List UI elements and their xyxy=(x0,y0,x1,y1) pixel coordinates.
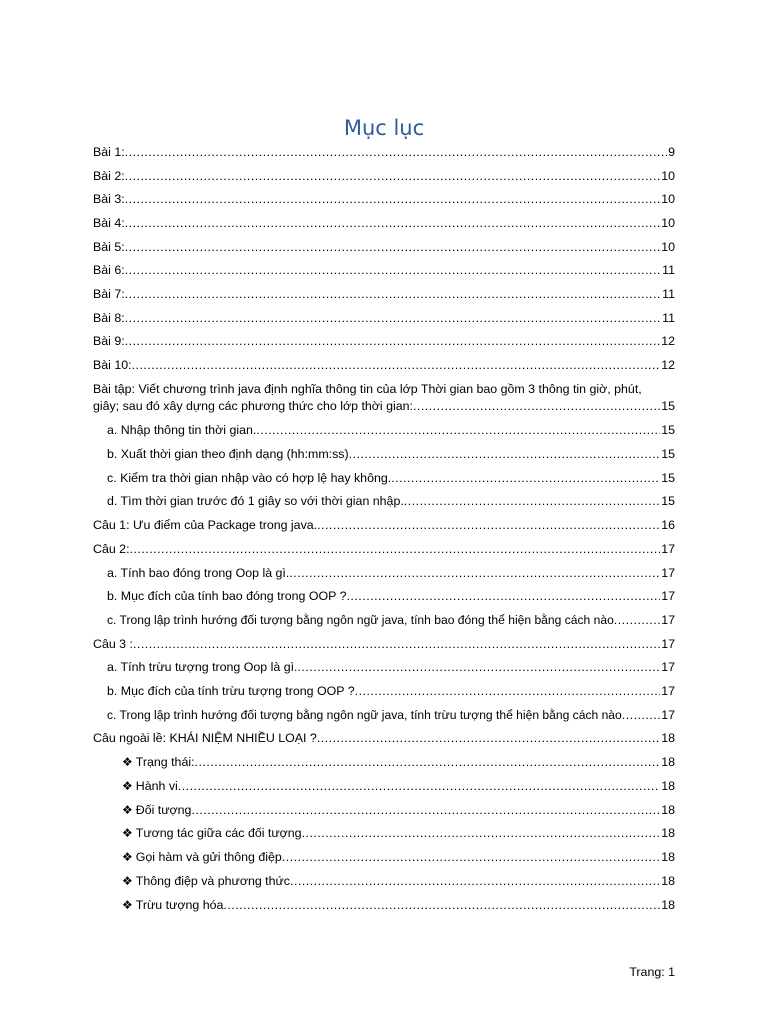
toc-entry-label: Bài 7: xyxy=(93,287,125,301)
toc-entry-label: Thông điệp và phương thức xyxy=(135,874,290,888)
dot-leader xyxy=(622,708,660,723)
dot-leader xyxy=(614,613,660,628)
dot-leader xyxy=(125,145,667,160)
toc-entry-page: 15 xyxy=(661,471,675,485)
toc-entry-bai-8[interactable] xyxy=(93,311,675,326)
toc-entry-label: Câu 3 : xyxy=(93,637,133,651)
dot-leader xyxy=(256,423,660,438)
toc-entry-cau-2-c[interactable] xyxy=(107,613,675,628)
toc-entry-page: 11 xyxy=(662,287,675,301)
toc-entry-page: 18 xyxy=(661,779,675,793)
toc-entry-page: 18 xyxy=(661,803,675,817)
toc-entry-label: a. Tính bao đóng trong Oop là gì. xyxy=(107,566,290,580)
toc-entry-label: Tương tác giữa các đối tượng xyxy=(135,826,302,840)
toc-entry-page: 10 xyxy=(661,192,675,206)
toc-entry-label: Câu 1: Ưu điểm của Package trong java. xyxy=(93,518,318,532)
toc-entry-page: 17 xyxy=(661,708,675,722)
diamond-bullet-icon: ❖ xyxy=(122,850,133,864)
toc-entry-cau-ngoai-le[interactable] xyxy=(93,731,675,746)
toc-entry-page: 10 xyxy=(661,169,675,183)
dot-leader xyxy=(391,471,660,486)
dot-leader xyxy=(297,660,660,675)
toc-entry-label: a. Tính trừu tượng trong Oop là gì. xyxy=(107,660,298,674)
toc-entry-page: 17 xyxy=(661,542,675,556)
toc-entry-bai-tap-a[interactable] xyxy=(107,423,675,438)
toc-entry-bai-9[interactable] xyxy=(93,334,675,349)
dot-leader xyxy=(125,216,661,231)
dot-leader xyxy=(130,542,661,557)
toc-entry-label: a. Nhập thông tin thời gian. xyxy=(107,423,257,437)
toc-entry-goi-ham[interactable] xyxy=(122,850,675,865)
dot-leader xyxy=(125,287,661,302)
toc-entry-label: Bài 2: xyxy=(93,169,125,183)
toc-entry-page: 16 xyxy=(661,518,675,532)
toc-entry-label: Bài 8: xyxy=(93,311,125,325)
toc-entry-label: Bài 3: xyxy=(93,192,125,206)
page-number-footer: Trang: 1 xyxy=(629,965,675,979)
dot-leader xyxy=(223,898,660,913)
toc-entry-label: Đối tượng xyxy=(135,803,192,817)
toc-entry-label: Bài 6: xyxy=(93,263,125,277)
toc-entry-hanh-vi[interactable] xyxy=(122,779,675,794)
toc-entry-cau-3-c[interactable] xyxy=(107,708,675,723)
toc-entry-page: 15 xyxy=(661,494,675,508)
dot-leader xyxy=(317,731,660,746)
toc-entry-label: Hành vi xyxy=(135,779,178,793)
toc-entry-bai-tap-b[interactable] xyxy=(107,447,675,462)
dot-leader xyxy=(125,263,661,278)
toc-entry-label-line1: Bài tập: Viết chương trình java định nghĩa thông tin của lớp Thời gian bao gồm 3 thông tin giờ, phút, xyxy=(93,382,642,396)
toc-entry-page: 17 xyxy=(661,613,675,627)
dot-leader xyxy=(125,192,661,207)
toc-entry-bai-10[interactable] xyxy=(93,358,675,373)
dot-leader xyxy=(289,566,660,581)
toc-entry-bai-4[interactable] xyxy=(93,216,675,231)
toc-entry-page: 15 xyxy=(661,423,675,437)
toc-entry-label: Bài 5: xyxy=(93,240,125,254)
diamond-bullet-icon: ❖ xyxy=(122,755,133,769)
diamond-bullet-icon: ❖ xyxy=(122,874,133,888)
toc-entry-page: 10 xyxy=(661,216,675,230)
toc-entry-truu-tuong-hoa[interactable] xyxy=(122,898,675,913)
toc-entry-page: 15 xyxy=(661,399,675,413)
dot-leader xyxy=(290,874,660,889)
dot-leader xyxy=(349,447,661,462)
toc-entry-page: 17 xyxy=(661,660,675,674)
diamond-bullet-icon: ❖ xyxy=(122,779,133,793)
toc-entry-label: Câu ngoài lề: KHÁI NIỆM NHIỀU LOẠI ? xyxy=(93,731,317,745)
toc-entry-label: Trừu tượng hóa xyxy=(135,898,224,912)
toc-entry-bai-5[interactable] xyxy=(93,240,675,255)
toc-entry-page: 17 xyxy=(661,637,675,651)
toc-entry-page: 18 xyxy=(661,898,675,912)
toc-entry-cau-3-a[interactable] xyxy=(107,660,675,675)
dot-leader xyxy=(404,494,660,509)
toc-entry-page: 17 xyxy=(661,684,675,698)
toc-entry-label: Gọi hàm và gửi thông điệp xyxy=(135,850,282,864)
toc-entry-page: 9 xyxy=(668,145,675,159)
diamond-bullet-icon: ❖ xyxy=(122,803,133,817)
toc-entry-label: Trạng thái: xyxy=(135,755,195,769)
toc-entry-bai-tap[interactable] xyxy=(93,382,675,414)
dot-leader xyxy=(355,684,661,699)
toc-entry-page: 18 xyxy=(661,874,675,888)
toc-entry-bai-6[interactable] xyxy=(93,263,675,278)
toc-entry-page: 11 xyxy=(662,263,675,277)
toc-entry-bai-7[interactable] xyxy=(93,287,675,302)
toc-entry-tuong-tac[interactable] xyxy=(122,826,675,841)
toc-entry-page: 17 xyxy=(661,589,675,603)
toc-entry-label: Bài 4: xyxy=(93,216,125,230)
toc-entry-thong-diep[interactable] xyxy=(122,874,675,889)
toc-entry-label: b. Mục đích của tính bao đóng trong OOP ? xyxy=(107,589,347,603)
diamond-bullet-icon: ❖ xyxy=(122,826,133,840)
toc-entry-bai-2[interactable] xyxy=(93,169,675,184)
toc-entry-cau-3-b[interactable] xyxy=(107,684,675,699)
toc-entry-page: 18 xyxy=(661,731,675,745)
toc-entry-page: 15 xyxy=(661,447,675,461)
dot-leader xyxy=(178,779,660,794)
toc-entry-page: 18 xyxy=(661,850,675,864)
dot-leader xyxy=(195,755,661,770)
dot-leader xyxy=(125,169,661,184)
dot-leader xyxy=(413,399,660,414)
toc-entry-bai-tap-c[interactable] xyxy=(107,471,675,486)
toc-entry-label: c. Kiểm tra thời gian nhập vào có hợp lệ hay không. xyxy=(107,471,392,485)
toc-entry-label: b. Mục đích của tính trừu tượng trong OOP ? xyxy=(107,684,355,698)
toc-entry-bai-tap-d[interactable] xyxy=(107,494,675,509)
dot-leader xyxy=(282,850,660,865)
dot-leader xyxy=(125,311,661,326)
toc-entry-bai-3[interactable] xyxy=(93,192,675,207)
toc-entry-trang-thai[interactable] xyxy=(122,755,675,770)
toc-entry-label: d. Tìm thời gian trước đó 1 giây so với thời gian nhập. xyxy=(107,494,404,508)
toc-entry-label: c. Trong lập trình hướng đối tượng bằng ngôn ngữ java, tính trừu tượng thể hiện bằng cách nào xyxy=(107,708,622,722)
toc-entry-label: c. Trong lập trình hướng đối tượng bằng ngôn ngữ java, tính bao đóng thể hiện bằng cách nào xyxy=(107,613,614,627)
dot-leader xyxy=(302,826,661,841)
toc-entry-label: Bài 9: xyxy=(93,334,125,348)
toc-entry-cau-3[interactable] xyxy=(93,637,675,652)
toc-entry-page: 11 xyxy=(662,311,675,325)
toc-entry-page: 12 xyxy=(661,334,675,348)
dot-leader xyxy=(317,518,660,533)
toc-entry-bai-1[interactable] xyxy=(93,145,675,160)
toc-entry-label: Bài 10: xyxy=(93,358,132,372)
dot-leader xyxy=(125,334,661,349)
dot-leader xyxy=(125,240,661,255)
diamond-bullet-icon: ❖ xyxy=(122,898,133,912)
dot-leader xyxy=(191,803,660,818)
dot-leader xyxy=(132,358,661,373)
toc-entry-label: giây; sau đó xây dựng các phương thức cho lớp thời gian: xyxy=(93,399,413,413)
toc-entry-page: 18 xyxy=(661,826,675,840)
toc-entry-page: 10 xyxy=(661,240,675,254)
toc-entry-cau-2[interactable] xyxy=(93,542,675,557)
toc-entry-label: Bài 1: xyxy=(93,145,125,159)
page-title: Mục lục xyxy=(343,116,425,140)
dot-leader xyxy=(133,637,660,652)
toc-entry-cau-1[interactable] xyxy=(93,518,675,533)
toc-entry-label: Câu 2: xyxy=(93,542,130,556)
toc-entry-cau-2-a[interactable] xyxy=(107,566,675,581)
toc-entry-doi-tuong[interactable] xyxy=(122,803,675,818)
toc-entry-page: 18 xyxy=(661,755,675,769)
toc-entry-page: 17 xyxy=(661,566,675,580)
toc-entry-page: 12 xyxy=(661,358,675,372)
toc-entry-cau-2-b[interactable] xyxy=(107,589,675,604)
dot-leader xyxy=(346,589,660,604)
toc-entry-label: b. Xuất thời gian theo định dạng (hh:mm:ss) xyxy=(107,447,349,461)
